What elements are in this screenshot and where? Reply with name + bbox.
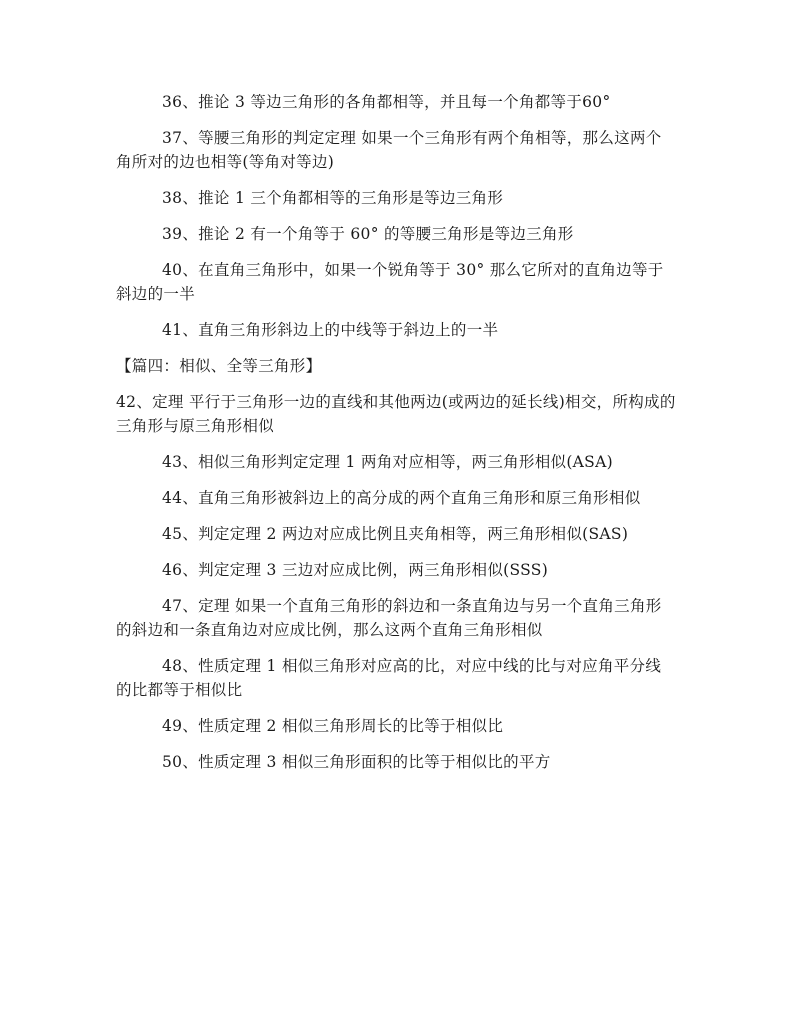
paragraph-42: 42、定理 平行于三角形一边的直线和其他两边(或两边的延长线)相交，所构成的三角形与原三角形相似 — [116, 393, 676, 435]
paragraph-49: 49、性质定理 2 相似三角形周长的比等于相似比 — [162, 717, 504, 735]
paragraph-41: 41、直角三角形斜边上的中线等于斜边上的一半 — [162, 321, 499, 339]
paragraph-48: 48、性质定理 1 相似三角形对应高的比，对应中线的比与对应角平分线的比都等于相似比 — [116, 657, 662, 699]
paragraph-37: 37、等腰三角形的判定定理 如果一个三角形有两个角相等，那么这两个角所对的边也相等(等角对等边) — [116, 129, 662, 171]
paragraph-46: 46、判定定理 3 三边对应成比例，两三角形相似(SSS) — [162, 561, 549, 579]
paragraph-44: 44、直角三角形被斜边上的高分成的两个直角三角形和原三角形相似 — [162, 489, 641, 507]
paragraph-40: 40、在直角三角形中，如果一个锐角等于 30° 那么它所对的直角边等于斜边的一半 — [116, 261, 664, 303]
paragraph-45: 45、判定定理 2 两边对应成比例且夹角相等，两三角形相似(SAS) — [162, 525, 629, 543]
paragraph-39: 39、推论 2 有一个角等于 60° 的等腰三角形是等边三角形 — [162, 225, 574, 243]
section-heading: 【篇四：相似、全等三角形】 — [116, 357, 322, 375]
paragraph-43: 43、相似三角形判定定理 1 两角对应相等，两三角形相似(ASA) — [162, 453, 613, 471]
document-body — [116, 90, 676, 786]
paragraph-38: 38、推论 1 三个角都相等的三角形是等边三角形 — [162, 189, 504, 207]
paragraph-36: 36、推论 3 等边三角形的各角都相等，并且每一个角都等于60° — [162, 93, 611, 111]
paragraph-50: 50、性质定理 3 相似三角形面积的比等于相似比的平方 — [162, 753, 551, 771]
paragraph-47: 47、定理 如果一个直角三角形的斜边和一条直角边与另一个直角三角形的斜边和一条直角边对应成比例，那么这两个直角三角形相似 — [116, 597, 662, 639]
